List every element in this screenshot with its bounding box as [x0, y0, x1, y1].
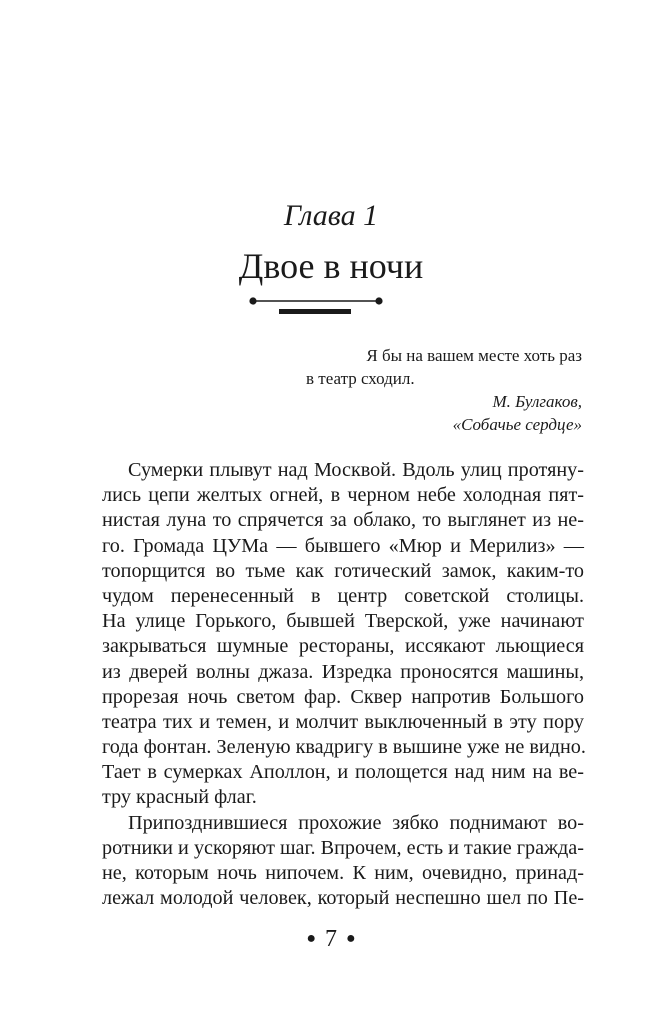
ornament-bar	[279, 309, 351, 314]
epigraph-line-1: Я бы на вашем месте хоть раз	[366, 346, 582, 365]
text-line: нистая луна то спрячется за облако, то выглянет из не-	[102, 509, 584, 532]
epigraph-line-2: в театр сходил.	[306, 369, 415, 388]
text-line: закрываться шумные рестораны, иссякают льющиеся	[102, 635, 584, 658]
text-line: На улице Горького, бывшей Тверской, уже начинают	[102, 610, 584, 633]
bullet-icon: ●	[306, 930, 316, 947]
chapter-label: Глава 1	[283, 199, 379, 232]
text-line: лись цепи желтых огней, в черном небе холодная пят-	[102, 484, 584, 507]
ornament-dot-right	[375, 297, 382, 304]
ornament-dot-left	[249, 297, 256, 304]
text-line: го. Громада ЦУМа — бывшего «Мюр и Мерилиз» —	[102, 534, 584, 557]
title-ornament-divider	[249, 295, 383, 321]
epigraph-author: М. Булгаков,	[492, 392, 582, 411]
text-line: тру красный флаг.	[102, 786, 257, 809]
text-line: Сумерки плывут над Москвой. Вдоль улиц протяну-	[128, 459, 584, 481]
text-line: театра тих и темен, и молчит выключенный в эту пору	[102, 710, 584, 733]
text-line: чудом перенесенный в центр советской столицы.	[102, 584, 584, 607]
epigraph-source: «Собачье сердце»	[452, 415, 582, 434]
text-line: Тает в сумерках Аполлон, и полощется над ним на ве-	[102, 761, 584, 784]
text-line: лежал молодой человек, который неспешно шел по Пе-	[102, 887, 584, 910]
text-line: из дверей волны джаза. Изредка проносятся машины,	[102, 660, 584, 683]
page-number: 7	[325, 926, 337, 952]
text-line: топорщится во тьме как готический замок, каким-то	[102, 559, 584, 582]
body-text	[102, 458, 584, 911]
text-line: прорезая ночь светом фар. Сквер напротив Большого	[102, 685, 584, 708]
page-number-footer	[0, 924, 662, 954]
chapter-title: Двое в ночи	[238, 246, 424, 286]
text-line: Припозднившиеся прохожие зябко поднимают во-	[128, 811, 584, 834]
text-line: года фонтан. Зеленую квадригу в вышине уже не видно.	[102, 736, 586, 759]
text-line: ротники и ускоряют шаг. Впрочем, есть и такие гражда-	[102, 836, 584, 859]
bullet-icon: ●	[346, 930, 356, 947]
epigraph	[280, 344, 582, 436]
text-line: не, которым ночь нипочем. К ним, очевидно, принад-	[102, 862, 584, 884]
